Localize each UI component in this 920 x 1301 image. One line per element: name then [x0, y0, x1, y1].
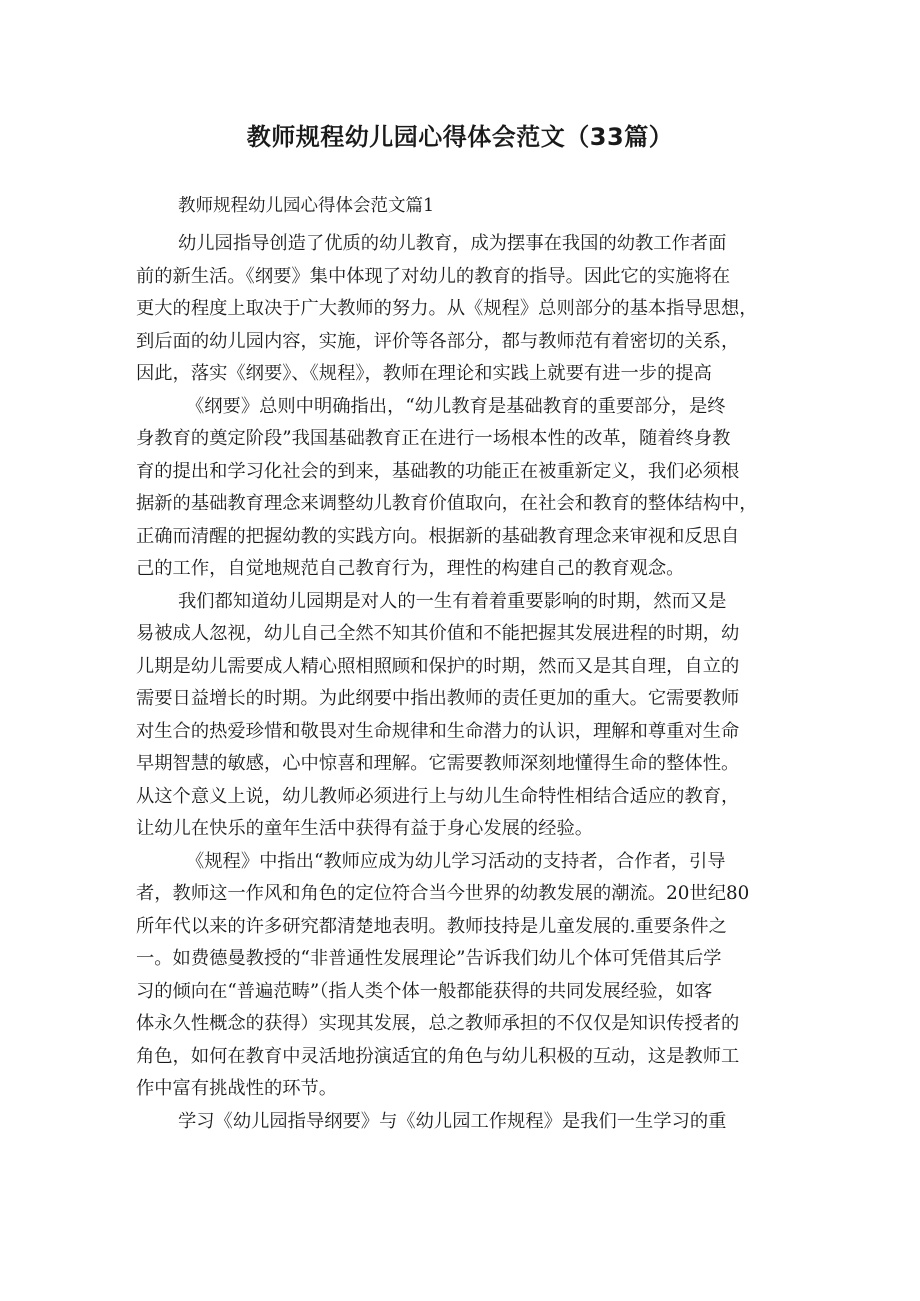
text-line: 者，教师这一作风和角色的定位符合当今世界的幼教发展的潮流。20世纪80 — [136, 883, 750, 904]
text-line: 从这个意义上说，幼儿教师必须进行上与幼儿生命特性相结合适应的教育， — [136, 785, 740, 807]
text-line: 到后面的幼儿园内容，实施，评价等各部分，都与教师范有着密切的关系， — [136, 330, 740, 352]
paragraph-3 — [136, 586, 796, 846]
document-body — [136, 228, 796, 1138]
text-line: 《规程》中指出“教师应成为幼儿学习活动的支持者，合作者，引导 — [186, 850, 726, 872]
text-line: 易被成人忽视，幼儿自己全然不知其价值和不能把握其发展进程的时期，幼 — [136, 623, 740, 644]
text-line: 身教育的奠定阶段”我国基础教育正在进行一场根本性的改革，随着终身教 — [136, 428, 731, 449]
text-line: 正确而清醒的把握幼教的实践方向。根据新的基础教育理念来审视和反思自 — [136, 525, 740, 547]
text-line: 学习《幼儿园指导纲要》与《幼儿园工作规程》是我们一生学习的重 — [178, 1110, 727, 1132]
text-line: 《纲要》总则中明确指出，“幼儿教育是基础教育的重要部分，是终 — [186, 395, 726, 417]
text-line: 角色，如何在教育中灵活地扮演适宜的角色与幼儿积极的互动，这是教师工 — [136, 1045, 740, 1067]
text-line: 所年代以来的许多研究都清楚地表明。教师技持是儿童发展的.重要条件之 — [136, 915, 727, 937]
text-line: 体永久性概念的获得）实现其发展，总之教师承担的不仅仅是知识传授者的 — [136, 1013, 740, 1034]
text-line: 育的提出和学习化社会的到来，基础教的功能正在被重新定义，我们必须根 — [136, 460, 740, 482]
text-line: 习的倾向在“普遍范畴”（指人类个体一般都能获得的共同发展经验，如客 — [136, 980, 713, 1002]
text-line: 因此，落实《纲要》、《规程》，教师在理论和实践上就要有进一步的提高 — [136, 363, 712, 384]
text-line: 儿期是幼儿需要成人精心照相照顾和保护的时期，然而又是其自理，自立的 — [136, 655, 740, 677]
text-line: 让幼儿在快乐的童年生活中获得有益于身心发展的经验。 — [136, 818, 594, 839]
text-line: 我们都知道幼儿园期是对人的一生有着着重要影响的时期，然而又是 — [178, 590, 727, 612]
text-line: 需要日益增长的时期。为此纲要中指出教师的责任更加的重大。它需要教师 — [136, 688, 740, 709]
text-line: 更大的程度上取决于广大教师的努力。从《规程》总则部分的基本指导思想， — [136, 298, 758, 319]
paragraph-5 — [136, 1106, 796, 1139]
text-line: 一。如费德曼教授的“非普通性发展理论”告诉我们幼儿个体可凭借其后学 — [136, 948, 722, 969]
text-line: 幼儿园指导创造了优质的幼儿教育，成为摆事在我国的幼教工作者面 — [178, 233, 727, 254]
document-title: 教师规程幼儿园心得体会范文（33篇） — [246, 123, 674, 151]
section-heading: 教师规程幼儿园心得体会范文篇1 — [178, 196, 435, 216]
text-line: 据新的基础教育理念来调整幼儿教育价值取向，在社会和教育的整体结构中， — [136, 493, 758, 514]
text-line: 早期智慧的敏感，心中惊喜和理解。它需要教师深刻地懂得生命的整体性。 — [136, 753, 740, 774]
paragraph-1 — [136, 228, 796, 391]
text-line: 作中富有挑战性的环节。 — [136, 1078, 338, 1099]
text-line: 己的工作，自觉地规范自己教育行为，理性的构建自己的教育观念。 — [136, 558, 685, 579]
text-line: 前的新生活。《纲要》集中体现了对幼儿的教育的指导。因此它的实施将在 — [136, 265, 731, 287]
paragraph-2 — [136, 391, 796, 586]
paragraph-4 — [136, 846, 796, 1106]
text-line: 对生合的热爱珍惜和敬畏对生命规律和生命潜力的认识，理解和尊重对生命 — [136, 720, 740, 742]
